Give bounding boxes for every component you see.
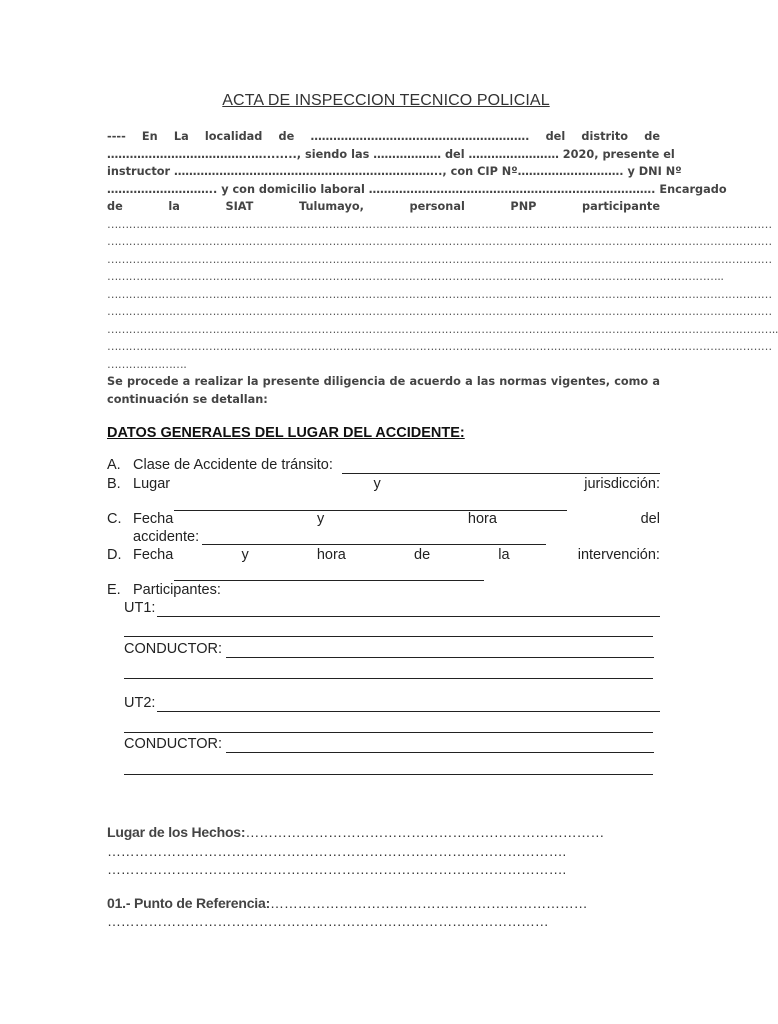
hechos-dots[interactable]: …………………………………………………………………… — [245, 824, 605, 840]
intro-dot-line: ………………………………………………………………………………………………………………………………………………………………….. — [107, 322, 778, 336]
intro-line-2: ………………………………..…........, siendo las ……………… del …………………… 2020, presente el — [107, 147, 675, 161]
item-c-word: Fecha — [133, 511, 174, 527]
intro-dot-line: ………………………………………………………………………………………………………………………………………………………………… — [107, 287, 772, 301]
item-a-blank[interactable] — [342, 473, 660, 474]
conductor2-blank[interactable] — [226, 752, 654, 753]
item-d-line — [133, 547, 660, 563]
intro-line-1: ---- En La localidad de …………………………………………………. del distrito de — [107, 130, 660, 143]
item-d-letter: D. — [107, 547, 122, 563]
document-title: ACTA DE INSPECCION TECNICO POLICIAL — [222, 92, 550, 109]
item-d-word: intervención: — [577, 547, 660, 563]
item-d-blank[interactable] — [174, 580, 484, 581]
item-a-letter: A. — [107, 457, 121, 473]
referencia-dots[interactable]: …………………………………………………………… — [270, 895, 588, 911]
hechos-dots-line[interactable]: ………………………………………………………………………………………. — [107, 843, 567, 859]
intro-dot-line: ………………………………………………………………………………………………………………………………………………………………… — [107, 217, 772, 231]
item-c-blank[interactable] — [202, 544, 546, 545]
item-b-word: Lugar — [133, 476, 171, 492]
conductor1-label: CONDUCTOR: — [124, 641, 223, 657]
intro-dot-line: ………………………………………………………………………………………………………………………………………………………………… — [107, 340, 772, 353]
conductor2-blank-2[interactable] — [124, 774, 653, 775]
item-c-word: del — [640, 511, 660, 527]
ut2-blank[interactable] — [157, 711, 660, 712]
item-d-word: hora — [316, 547, 346, 563]
intro-dot-line: …………………. — [107, 357, 187, 371]
item-b-word: jurisdicción: — [584, 476, 660, 492]
intro-paragraph — [107, 128, 778, 408]
item-d-word: y — [241, 547, 249, 563]
conductor1-blank[interactable] — [226, 657, 654, 658]
section-heading: DATOS GENERALES DEL LUGAR DEL ACCIDENTE: — [107, 425, 465, 441]
closing-line-1: Se procede a realizar la presente diligencia de acuerdo a las normas vigentes, como a — [107, 375, 660, 388]
intro-line-5: de la SIAT Tulumayo, personal PNP participante — [107, 200, 660, 213]
closing-line-2: continuación se detallan: — [107, 392, 268, 406]
hechos-line — [107, 824, 660, 840]
item-b-line — [133, 476, 660, 492]
item-d-word: de — [414, 547, 431, 563]
intro-dot-line: ………………………………………………………………………………………………………………………………………………………………… — [107, 252, 772, 266]
ut2-label: UT2: — [124, 695, 156, 711]
intro-line-3: instructor …………………………………………………………….., con CIP Nº………………………. y DNI Nº — [107, 165, 682, 178]
intro-dot-line: ………………………………………………………………………………………………………………………………………………………………… — [107, 305, 772, 318]
conductor1-blank-2[interactable] — [124, 678, 653, 679]
referencia-line — [107, 895, 660, 911]
item-d-word: la — [498, 547, 510, 563]
ut2-blank-2[interactable] — [124, 732, 653, 733]
item-b-word: y — [373, 476, 381, 492]
item-e-label: Participantes: — [133, 582, 221, 598]
item-c-letter: C. — [107, 511, 122, 527]
hechos-dots-line[interactable]: ………………………………………………………………………………………. — [107, 861, 567, 877]
ut1-blank-2[interactable] — [124, 636, 653, 637]
referencia-dots-line[interactable]: …………………………………………………………………………………… — [107, 913, 549, 929]
item-d-word: Fecha — [133, 547, 174, 563]
conductor2-label: CONDUCTOR: — [124, 736, 223, 752]
item-e-letter: E. — [107, 582, 121, 598]
intro-line-4: ……………………….. y con domicilio laboral …………………………………………………………………. Encargado — [107, 182, 727, 196]
item-b-letter: B. — [107, 476, 121, 492]
ut1-label: UT1: — [124, 600, 156, 616]
intro-dot-line: ………………………………………………………………………………………………………………………………………………………………… — [107, 235, 772, 248]
referencia-label: 01.- Punto de Referencia: — [107, 895, 271, 911]
item-c-word: y — [316, 511, 325, 527]
ut1-blank[interactable] — [157, 616, 660, 617]
intro-dot-line: …………………………………………………………………………………………………………………………………………………….. — [107, 270, 724, 283]
hechos-label: Lugar de los Hechos: — [107, 824, 246, 840]
item-c-word: hora — [467, 511, 497, 527]
item-c-line — [133, 511, 660, 527]
item-a-label: Clase de Accidente de tránsito: — [133, 457, 333, 473]
item-c-continuation: accidente: — [133, 529, 200, 545]
